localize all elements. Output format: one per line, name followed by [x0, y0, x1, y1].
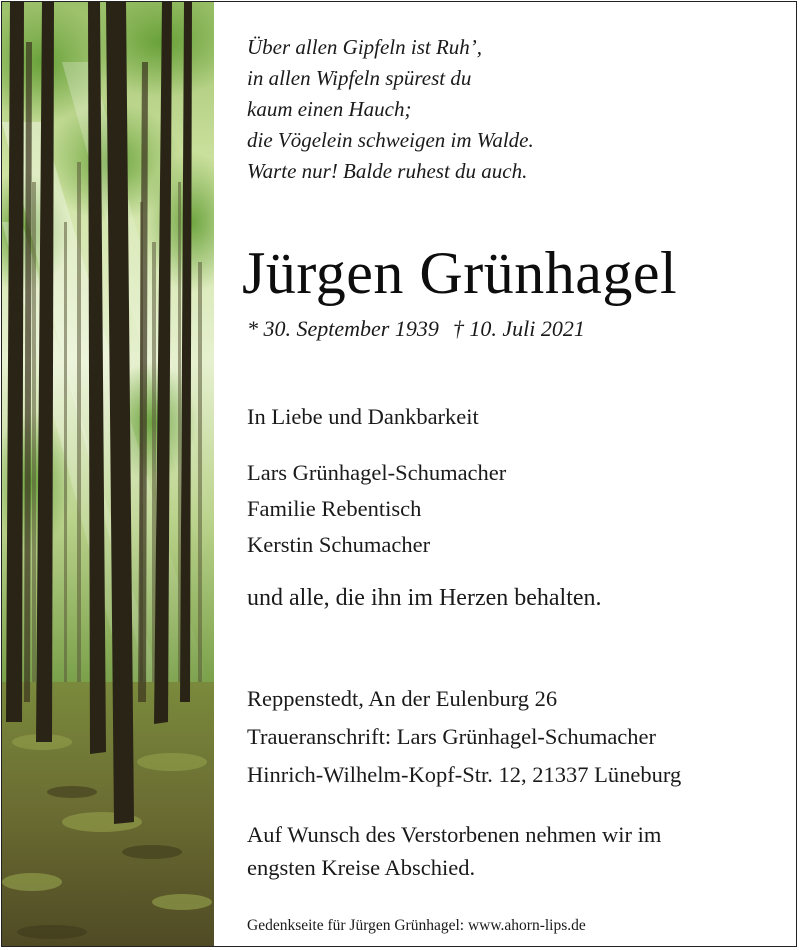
poem-line: die Vögelein schweigen im Walde. [247, 128, 534, 152]
closing-line: und alle, die ihn im Herzen behalten. [247, 585, 602, 611]
poem [247, 32, 534, 187]
birth-date: * 30. September 1939 [247, 316, 439, 341]
mourning-address-line1: Traueranschrift: Lars Grünhagel-Schumacher [247, 724, 657, 749]
notice-line: engsten Kreise Abschied. [247, 855, 476, 880]
poem-line: Über allen Gipfeln ist Ruh’, [247, 35, 483, 59]
mourner-name: Kerstin Schumacher [247, 532, 431, 557]
obituary-notice [1, 1, 797, 947]
notice-line: Auf Wunsch des Verstorbenen nehmen wir im [247, 822, 662, 847]
mourner-name: Lars Grünhagel-Schumacher [247, 460, 507, 485]
death-date: † 10. Juli 2021 [452, 316, 585, 341]
mourner-name: Familie Rebentisch [247, 496, 422, 521]
mourning-address-line2: Hinrich-Wilhelm-Kopf-Str. 12, 21337 Lüneburg [247, 762, 682, 787]
poem-line: Warte nur! Balde ruhest du auch. [247, 159, 528, 183]
mourners-list [247, 455, 506, 563]
poem-line: kaum einen Hauch; [247, 97, 412, 121]
farewell-notice [247, 818, 661, 884]
deceased-name: Jürgen Grünhagel [242, 240, 678, 306]
dedication: In Liebe und Dankbarkeit [247, 404, 479, 429]
poem-line: in allen Wipfeln spürest du [247, 66, 472, 90]
address-block [247, 680, 681, 794]
life-dates [247, 314, 585, 344]
memorial-page-footer: Gedenkseite für Jürgen Grünhagel: www.ahorn-lips.de [247, 917, 586, 934]
location: Reppenstedt, An der Eulenburg 26 [247, 686, 558, 711]
